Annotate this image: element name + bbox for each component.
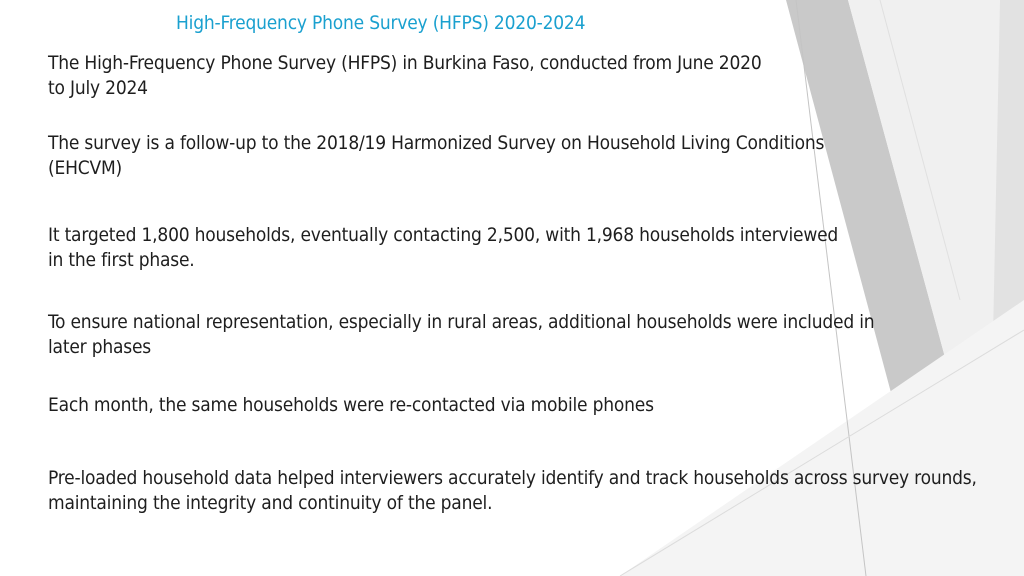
paragraph-preloaded-data: Pre-loaded household data helped interviewers accurately identify and track households across survey rounds, maintaining the integrity and continuity of the panel. [48,467,977,514]
paragraph-hfps-overview: The High-Frequency Phone Survey (HFPS) in Burkina Faso, conducted from June 2020 to July 2024 [48,52,762,99]
paragraph-targeted-households: It targeted 1,800 households, eventually contacting 2,500, with 1,968 households interviewed in the first phase. [48,224,839,271]
paragraph-national-representation: To ensure national representation, especially in rural areas, additional households were included in later phases [48,311,875,358]
slide-title: High-Frequency Phone Survey (HFPS) 2020-2024 [176,12,586,34]
paragraph-monthly-recontact: Each month, the same households were re-contacted via mobile phones [48,394,654,416]
paragraph-follow-up: The survey is a follow-up to the 2018/19 Harmonized Survey on Household Living Conditions (EHCVM) [48,132,825,179]
